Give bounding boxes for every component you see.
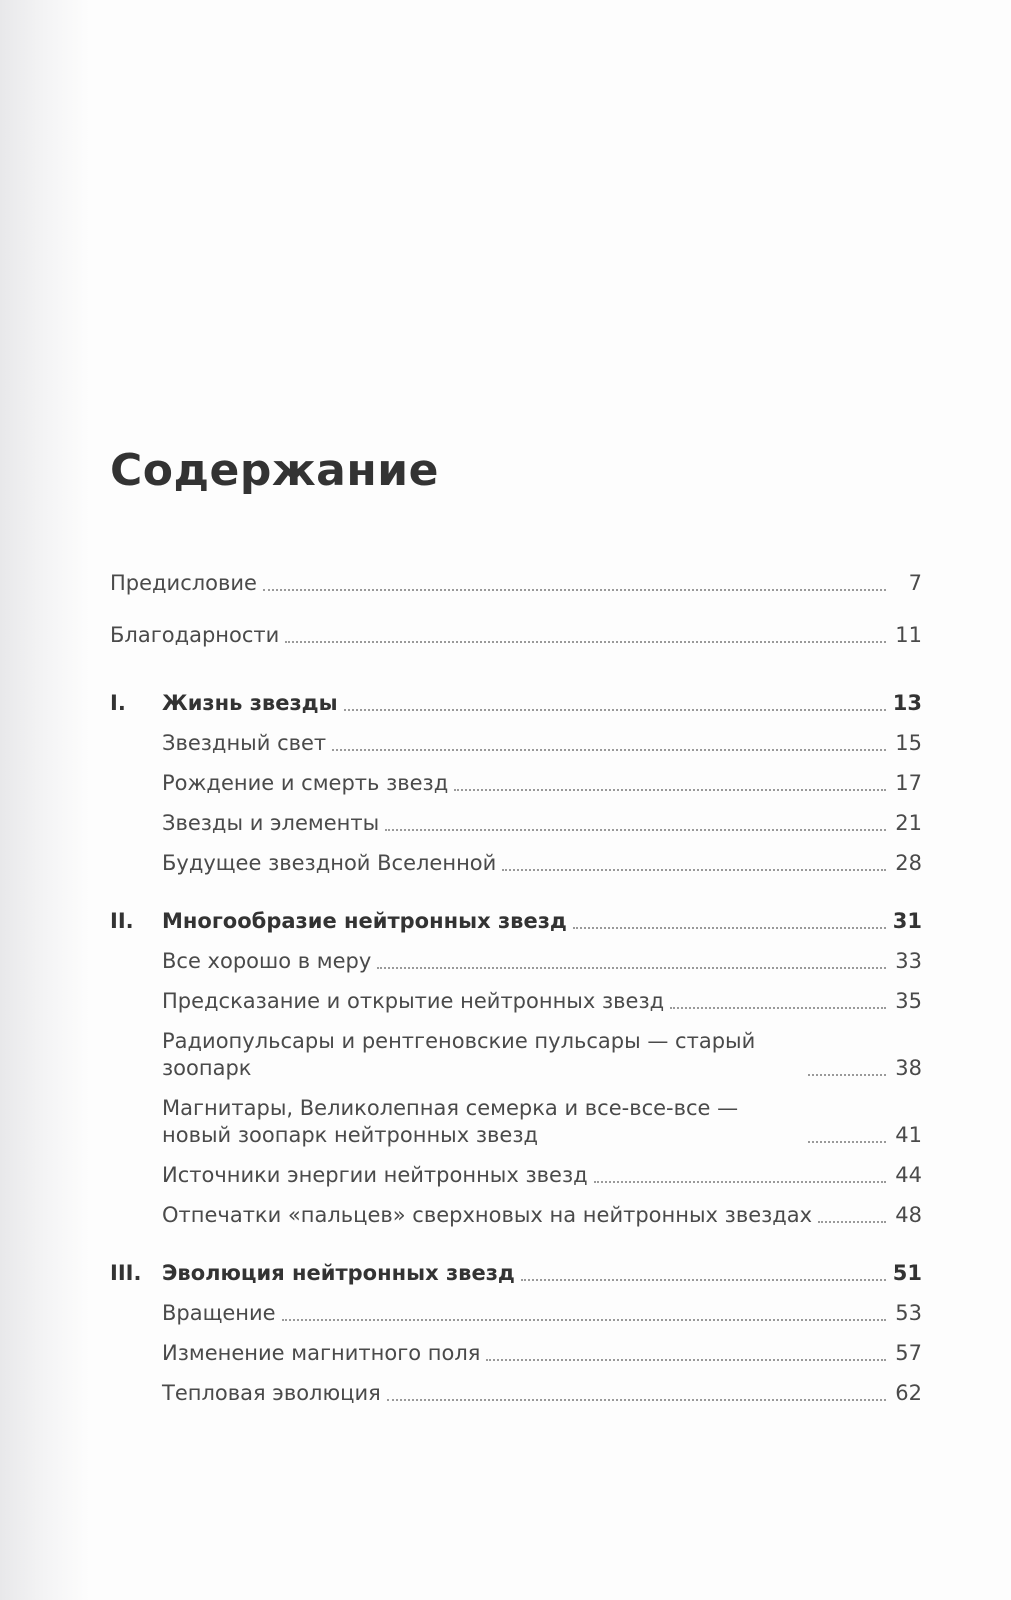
section-label: Источники энергии нейтронных звезд [162, 1163, 588, 1187]
dot-leader [594, 1181, 886, 1183]
dot-leader [282, 1319, 886, 1321]
chapter-block-1 [110, 690, 922, 877]
section-label: Отпечатки «пальцев» сверхновых на нейтронных звездах [162, 1203, 813, 1227]
chapter-page: 31 [892, 909, 922, 933]
section-label: Тепловая эволюция [162, 1381, 381, 1405]
section-page: 53 [895, 1301, 922, 1325]
chapter-page: 13 [892, 691, 922, 715]
toc-entry-acknowledgements[interactable] [110, 622, 922, 649]
toc-section[interactable] [110, 1202, 922, 1229]
section-page: 38 [895, 1056, 922, 1080]
toc-section[interactable] [110, 1340, 922, 1367]
section-page: 21 [895, 811, 922, 835]
toc-section[interactable] [110, 1162, 922, 1189]
section-page: 62 [895, 1381, 922, 1405]
section-label: Изменение магнитного поля [162, 1341, 481, 1365]
toc-entry-page: 7 [908, 571, 922, 595]
toc-section[interactable] [110, 770, 922, 797]
section-label: Рождение и смерть звезд [162, 771, 449, 795]
section-page: 35 [895, 989, 922, 1013]
toc-section[interactable] [110, 810, 922, 837]
dot-leader [285, 641, 886, 643]
dot-leader [332, 749, 886, 751]
section-label: Предсказание и открытие нейтронных звезд [162, 989, 665, 1013]
toc-title: Содержание [110, 445, 439, 496]
dot-leader [808, 1141, 886, 1143]
section-page: 41 [895, 1123, 922, 1147]
chapter-number: II. [110, 909, 134, 933]
dot-leader [263, 589, 886, 591]
dot-leader [486, 1359, 886, 1361]
page-gutter-shadow [0, 0, 90, 1600]
toc-section[interactable] [110, 1028, 922, 1082]
section-page: 28 [895, 851, 922, 875]
chapter-block-2 [110, 908, 922, 1229]
chapter-title: Эволюция нейтронных звезд [162, 1261, 515, 1285]
toc-section[interactable] [110, 988, 922, 1015]
chapter-block-3 [110, 1260, 922, 1407]
section-label: Будущее звездной Вселенной [162, 851, 497, 875]
section-page: 48 [895, 1203, 922, 1227]
toc-chapter-3[interactable] [110, 1260, 922, 1287]
toc-section[interactable] [110, 948, 922, 975]
section-label: Все хорошо в меру [162, 949, 372, 973]
section-page: 15 [895, 731, 922, 755]
toc-section[interactable] [110, 1380, 922, 1407]
toc-entry-page: 11 [895, 623, 922, 647]
dot-leader [454, 789, 886, 791]
section-label: Вращение [162, 1301, 276, 1325]
table-of-contents [110, 440, 922, 1420]
dot-leader [377, 967, 886, 969]
chapter-number: III. [110, 1261, 142, 1285]
dot-leader [573, 927, 886, 929]
dot-leader [670, 1007, 886, 1009]
toc-chapter-2[interactable] [110, 908, 922, 935]
dot-leader [808, 1074, 886, 1076]
chapter-title: Многообразие нейтронных звезд [162, 909, 567, 933]
dot-leader [344, 709, 886, 711]
chapter-number: I. [110, 691, 126, 715]
toc-chapter-1[interactable] [110, 690, 922, 717]
section-page: 57 [895, 1341, 922, 1365]
section-page: 17 [895, 771, 922, 795]
section-page: 33 [895, 949, 922, 973]
dot-leader [502, 869, 886, 871]
chapter-title: Жизнь звезды [162, 691, 338, 715]
dot-leader [818, 1221, 886, 1223]
toc-section[interactable] [110, 730, 922, 757]
toc-entry-preface[interactable] [110, 570, 922, 597]
toc-section[interactable] [110, 1300, 922, 1327]
section-page: 44 [895, 1163, 922, 1187]
section-label: Магнитары, Великолепная семерка и все-все-все — новый зоопарк нейтронных звезд [162, 1096, 739, 1147]
toc-section[interactable] [110, 1095, 922, 1149]
toc-entry-label: Благодарности [110, 623, 280, 647]
toc-section[interactable] [110, 850, 922, 877]
toc-entry-label: Предисловие [110, 571, 257, 595]
section-label: Звездный свет [162, 731, 327, 755]
dot-leader [387, 1399, 886, 1401]
dot-leader [521, 1279, 886, 1281]
section-label: Звезды и элементы [162, 811, 380, 835]
chapter-page: 51 [892, 1261, 922, 1285]
dot-leader [385, 829, 886, 831]
section-label: Радиопульсары и рентгеновские пульсары — старый зоопарк [162, 1029, 756, 1080]
